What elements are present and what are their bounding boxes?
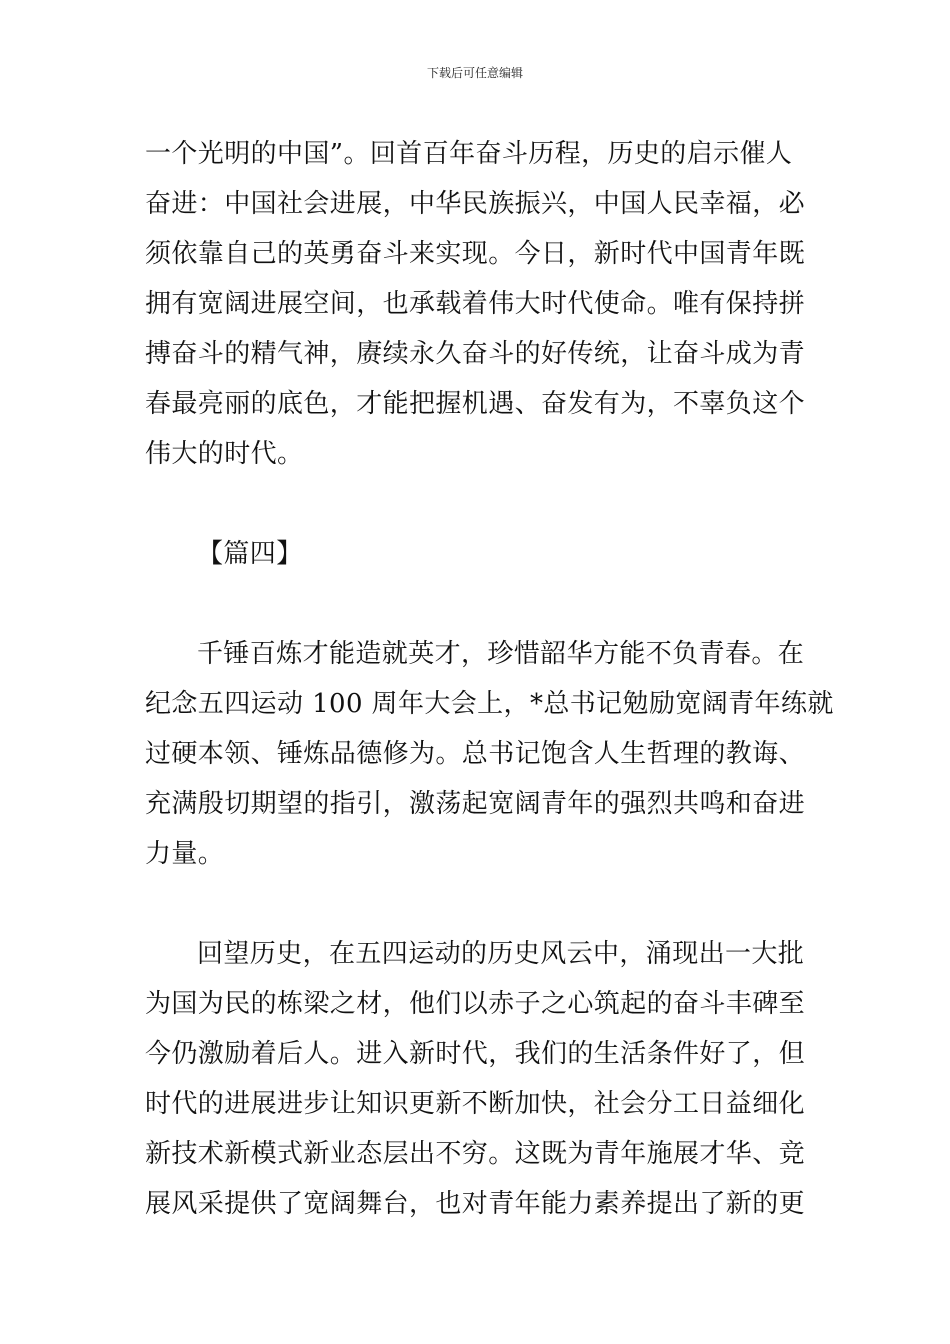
text-line: 拥有宽阔进展空间，也承载着伟大时代使命。唯有保持拼: [145, 289, 806, 319]
paragraph-continuation: [145, 129, 807, 479]
document-body: [145, 129, 834, 1229]
paragraph-gap: [145, 479, 807, 529]
text-line: 奋进：中国社会进展，中华民族振兴，中国人民幸福，必: [145, 189, 806, 219]
page-header: 下载后可任意编辑: [426, 66, 523, 80]
text-line: 千锤百炼才能造就英才，珍惜韶华方能不负青春。在: [197, 639, 805, 669]
text-line: 春最亮丽的底色，才能把握机遇、奋发有为，不辜负这个: [145, 389, 806, 419]
text-line: 充满殷切期望的指引，激荡起宽阔青年的强烈共鸣和奋进: [145, 789, 806, 819]
text-line: 搏奋斗的精气神，赓续永久奋斗的好传统，让奋斗成为青: [145, 339, 806, 369]
paragraph-gap: [145, 879, 807, 929]
text-line: 过硬本领、锤炼品德修为。总书记饱含人生哲理的教诲、: [145, 739, 806, 769]
text-line: 一个光明的中国”。回首百年奋斗历程，历史的启示催人: [145, 139, 793, 169]
paragraph-gap: [145, 579, 807, 629]
text-line: 新技术新模式新业态层出不穷。这既为青年施展才华、竞: [145, 1139, 806, 1169]
text-line: 展风采提供了宽阔舞台，也对青年能力素养提出了新的更: [145, 1189, 806, 1219]
paragraph: [145, 929, 807, 1229]
text-line: 今仍激励着后人。进入新时代，我们的生活条件好了，但: [145, 1039, 806, 1069]
text-line: 须依靠自己的英勇奋斗来实现。今日，新时代中国青年既: [145, 239, 806, 269]
text-line: 伟大的时代。: [145, 439, 304, 469]
text-line: 回望历史，在五四运动的历史风云中，涌现出一大批: [197, 939, 805, 969]
text-line: 纪念五四运动 100 周年大会上，*总书记勉励宽阔青年练就: [145, 689, 834, 719]
text-line: 力量。: [145, 839, 225, 869]
text-line: 时代的进展进步让知识更新不断加快，社会分工日益细化: [145, 1089, 806, 1119]
text-line: 为国为民的栋梁之材，他们以赤子之心筑起的奋斗丰碑至: [145, 989, 806, 1019]
section-heading: 【篇四】: [197, 539, 303, 569]
paragraph: [145, 629, 834, 879]
